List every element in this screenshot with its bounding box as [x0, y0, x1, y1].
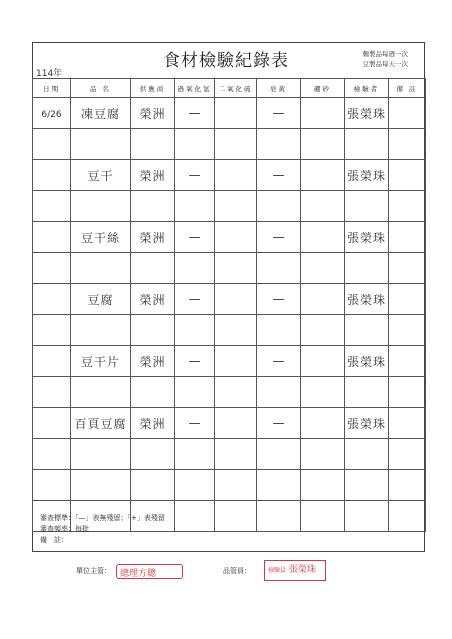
soap-yellow-cell: [257, 160, 301, 191]
footer-notes: [40, 513, 165, 546]
tofu-frequency-note: 豆製品每天一次: [362, 60, 408, 68]
borax-cell: [301, 191, 345, 222]
date-cell: [33, 222, 71, 253]
supplier-cell: [131, 222, 175, 253]
table-row: [33, 439, 426, 470]
item-cell: [71, 160, 131, 191]
supplier-cell: [131, 284, 175, 315]
remarks-cell: [389, 346, 426, 377]
item-cell: [71, 408, 131, 439]
date-cell: [33, 129, 71, 160]
remarks-cell: [389, 377, 426, 408]
h2o2-cell: [175, 377, 215, 408]
remarks-cell: [389, 315, 426, 346]
supplier-cell-text: 榮洲: [139, 106, 166, 121]
so2-cell: [215, 284, 257, 315]
soap-yellow-cell: [257, 222, 301, 253]
inspector-cell: [345, 129, 389, 160]
h2o2-cell: [175, 129, 215, 160]
frequency-notes: [363, 49, 409, 69]
h2o2-cell-text: —: [188, 168, 201, 182]
item-cell-text: 豆腐: [87, 292, 114, 307]
h2o2-cell-text: —: [188, 106, 201, 120]
unit-head-label: 單位主管：: [76, 567, 111, 575]
inspector-cell: [345, 222, 389, 253]
h2o2-cell: [175, 501, 215, 532]
soap-yellow-cell: [257, 501, 301, 532]
soap-yellow-cell-text: —: [272, 106, 285, 120]
standard-value: 「—」表無殘留；「+」表殘留: [75, 514, 165, 522]
h2o2-cell: [175, 160, 215, 191]
table-row: [33, 315, 426, 346]
item-cell: [71, 129, 131, 160]
supplier-cell: [131, 191, 175, 222]
so2-cell: [215, 160, 257, 191]
soap-yellow-cell: [257, 439, 301, 470]
remarks-cell: [389, 222, 426, 253]
soap-yellow-cell: [257, 129, 301, 160]
remarks-cell: [389, 98, 426, 129]
so2-cell: [215, 315, 257, 346]
so2-cell: [215, 98, 257, 129]
borax-cell: [301, 222, 345, 253]
item-cell: [71, 98, 131, 129]
header-so2: 二氧化硫: [215, 79, 257, 98]
item-cell: [71, 377, 131, 408]
noodle-frequency-note: 麵製品每週一次: [362, 50, 408, 58]
borax-cell: [301, 439, 345, 470]
inspector-cell: [345, 408, 389, 439]
h2o2-cell-text: —: [188, 354, 201, 368]
supplier-cell-text: 榮洲: [139, 354, 166, 369]
inspector-cell: [345, 191, 389, 222]
supplier-cell-text: 榮洲: [139, 416, 166, 431]
table-row: [33, 284, 426, 315]
item-cell: [71, 439, 131, 470]
table-row: [33, 98, 426, 129]
inspector-cell-text: 張榮珠: [346, 354, 386, 369]
h2o2-cell: [175, 408, 215, 439]
item-cell-text: 豆干絲: [80, 230, 120, 245]
frequency-label: 審查頻率：: [40, 525, 75, 533]
date-cell: [33, 470, 71, 501]
so2-cell: [215, 222, 257, 253]
soap-yellow-cell: [257, 470, 301, 501]
supplier-cell: [131, 439, 175, 470]
so2-cell: [215, 439, 257, 470]
date-cell: [33, 253, 71, 284]
h2o2-cell: [175, 439, 215, 470]
borax-cell: [301, 346, 345, 377]
h2o2-cell: [175, 191, 215, 222]
soap-yellow-cell: [257, 408, 301, 439]
soap-yellow-cell: [257, 284, 301, 315]
item-cell: [71, 191, 131, 222]
inspector-cell-text: 張榮珠: [346, 416, 386, 431]
borax-cell: [301, 408, 345, 439]
table-row: [33, 408, 426, 439]
inspector-cell: [345, 377, 389, 408]
manager-stamp-title: 檢驗員: [268, 567, 287, 574]
inspector-cell: [345, 470, 389, 501]
inspector-cell-text: 張榮珠: [346, 168, 386, 183]
table-row: [33, 129, 426, 160]
soap-yellow-cell-text: —: [272, 416, 285, 430]
table-row: [33, 377, 426, 408]
h2o2-cell: [175, 470, 215, 501]
so2-cell: [215, 253, 257, 284]
handwritten-year: 114年: [36, 69, 63, 79]
table-row: [33, 253, 426, 284]
standard-line: [40, 513, 165, 524]
header-supplier: 供應商: [131, 79, 175, 98]
item-cell: [71, 470, 131, 501]
supplier-cell: [131, 377, 175, 408]
date-cell: [33, 408, 71, 439]
soap-yellow-cell: [257, 191, 301, 222]
so2-cell: [215, 408, 257, 439]
remarks-line: [40, 535, 165, 546]
inspector-cell: [345, 160, 389, 191]
borax-cell: [301, 160, 345, 191]
date-cell: [33, 315, 71, 346]
remarks-label: 備 註：: [40, 536, 68, 544]
soap-yellow-cell: [257, 98, 301, 129]
h2o2-cell: [175, 98, 215, 129]
item-cell: [71, 284, 131, 315]
h2o2-cell: [175, 284, 215, 315]
supplier-cell-text: 榮洲: [139, 230, 166, 245]
h2o2-cell: [175, 222, 215, 253]
date-cell-text: 6/26: [41, 110, 62, 120]
item-cell-text: 凍豆腐: [80, 106, 120, 121]
so2-cell: [215, 129, 257, 160]
soap-yellow-cell-text: —: [272, 354, 285, 368]
header-inspector: 檢驗者: [345, 79, 389, 98]
supplier-cell: [131, 346, 175, 377]
soap-yellow-cell-text: —: [272, 168, 285, 182]
date-cell: [33, 284, 71, 315]
table-row: [33, 160, 426, 191]
borax-cell: [301, 253, 345, 284]
borax-cell: [301, 377, 345, 408]
standard-label: 審查標準：: [40, 514, 75, 522]
item-cell: [71, 222, 131, 253]
borax-cell: [301, 129, 345, 160]
soap-yellow-cell: [257, 346, 301, 377]
inspector-cell-text: 張榮珠: [346, 106, 386, 121]
h2o2-cell-text: —: [188, 416, 201, 430]
header-item: 品 名: [71, 79, 131, 98]
remarks-cell: [389, 253, 426, 284]
remarks-cell: [389, 408, 426, 439]
frequency-value: 每批: [75, 525, 89, 533]
date-cell: [33, 98, 71, 129]
supplier-cell: [131, 315, 175, 346]
table-row: [33, 191, 426, 222]
supplier-cell: [131, 470, 175, 501]
remarks-cell: [389, 501, 426, 532]
manager-label: 品管員：: [223, 567, 251, 575]
soap-yellow-cell: [257, 253, 301, 284]
frequency-line: [40, 524, 165, 535]
header-h2o2: 過氧化氫: [175, 79, 215, 98]
remarks-cell: [389, 439, 426, 470]
header-borax: 硼砂: [301, 79, 345, 98]
borax-cell: [301, 98, 345, 129]
inspection-table: [32, 78, 426, 532]
remarks-cell: [389, 160, 426, 191]
table-row: [33, 470, 426, 501]
soap-yellow-cell: [257, 377, 301, 408]
soap-yellow-cell-text: —: [272, 292, 285, 306]
supplier-cell-text: 榮洲: [139, 168, 166, 183]
borax-cell: [301, 501, 345, 532]
signature-row: [0, 560, 452, 584]
unit-head-stamp: 總理方聰: [116, 564, 183, 579]
item-cell-text: 百頁豆腐: [74, 416, 127, 431]
header-remarks: 備 註: [389, 79, 426, 98]
item-cell: [71, 346, 131, 377]
date-cell: [33, 377, 71, 408]
supplier-cell: [131, 160, 175, 191]
supplier-cell: [131, 408, 175, 439]
inspector-cell: [345, 98, 389, 129]
borax-cell: [301, 315, 345, 346]
manager-stamp-name: 張榮珠: [288, 565, 316, 575]
remarks-cell: [389, 129, 426, 160]
soap-yellow-cell-text: —: [272, 230, 285, 244]
borax-cell: [301, 284, 345, 315]
inspector-cell-text: 張榮珠: [346, 292, 386, 307]
table-body: [33, 98, 426, 532]
date-cell: [33, 439, 71, 470]
h2o2-cell: [175, 315, 215, 346]
supplier-cell: [131, 129, 175, 160]
so2-cell: [215, 191, 257, 222]
item-cell: [71, 315, 131, 346]
remarks-cell: [389, 470, 426, 501]
date-cell: [33, 191, 71, 222]
supplier-cell: [131, 253, 175, 284]
inspector-cell: [345, 346, 389, 377]
h2o2-cell-text: —: [188, 292, 201, 306]
remarks-cell: [389, 284, 426, 315]
remarks-cell: [389, 191, 426, 222]
header-date: 日期: [33, 79, 71, 98]
manager-stamp: [264, 560, 326, 581]
soap-yellow-cell: [257, 315, 301, 346]
supplier-cell: [131, 98, 175, 129]
so2-cell: [215, 377, 257, 408]
borax-cell: [301, 470, 345, 501]
table-row: [33, 346, 426, 377]
inspector-cell: [345, 284, 389, 315]
h2o2-cell-text: —: [188, 230, 201, 244]
date-cell: [33, 346, 71, 377]
item-cell-text: 豆干片: [80, 354, 120, 369]
header-soap-yellow: 皂黃: [257, 79, 301, 98]
h2o2-cell: [175, 346, 215, 377]
inspector-cell: [345, 253, 389, 284]
so2-cell: [215, 470, 257, 501]
page-title: 食材檢驗紀錄表: [163, 51, 289, 71]
inspector-cell: [345, 315, 389, 346]
so2-cell: [215, 501, 257, 532]
supplier-cell-text: 榮洲: [139, 292, 166, 307]
item-cell: [71, 253, 131, 284]
inspector-cell: [345, 439, 389, 470]
table-header-row: [33, 79, 426, 98]
table-row: [33, 222, 426, 253]
inspector-cell-text: 張榮珠: [346, 230, 386, 245]
so2-cell: [215, 346, 257, 377]
h2o2-cell: [175, 253, 215, 284]
item-cell-text: 豆干: [87, 168, 114, 183]
inspector-cell: [345, 501, 389, 532]
date-cell: [33, 160, 71, 191]
